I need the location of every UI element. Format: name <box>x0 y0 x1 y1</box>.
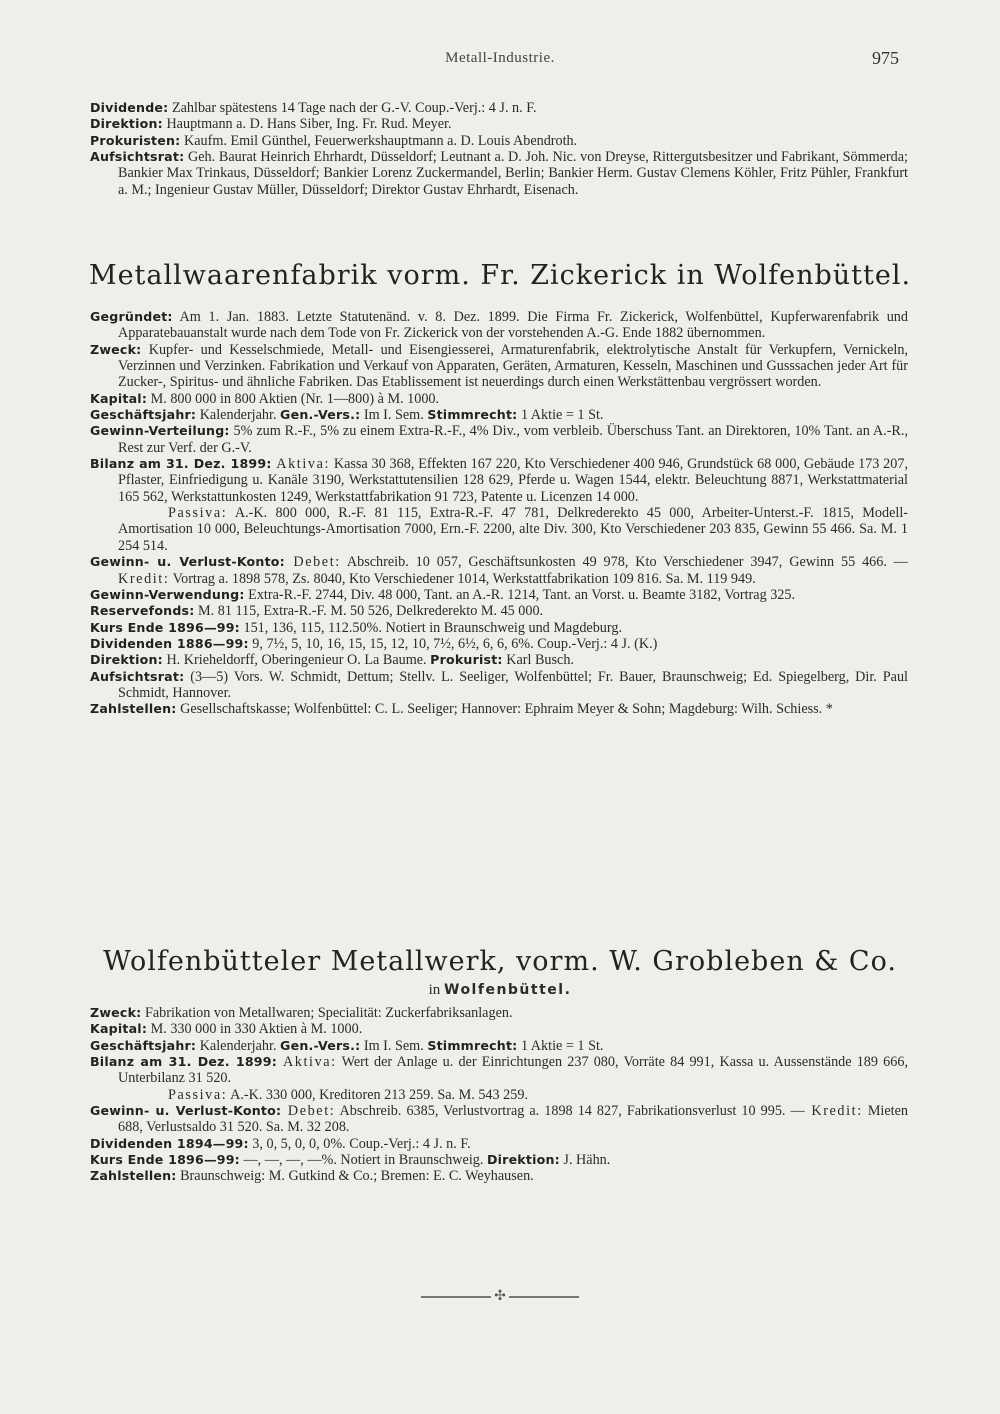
value: Geh. Baurat Heinrich Ehrhardt, Düsseldorf; Leutnant a. D. Joh. Nic. von Dreyse, Rittergutsbesitzer und Fabrikant, Sömmerda; Bankier Max Trinkaus, Düsseldorf; Bankier Lorenz Zuckermandel, Berlin; Bankier Herm. Gustav Clemens Köhler, Fritz Pühler, Frankfurt a. M.; Ingenieur Gustav Müller, Düsseldorf; Direktor Gustav Ehrhardt, Eisenach. <box>118 149 908 198</box>
label: Prokuristen: <box>90 132 181 148</box>
value: —, —, —, —%. Notiert in Braunschweig. <box>239 1152 487 1169</box>
aktiva: Kassa 30 368, Effekten 167 220, Kto Verschiedener 400 946, Grundstück 68 000, Gebäude 173 207, Pflaster, Einfriedigung u. Kanäle 3190, Werkstattutensilien 128 629, Pferde u. Wagen 1544, elektr. Beleuchtung 8871, Werkstattmaterial 165 562, Werkstattunkosten 1249, Werkstattfabrikation 91 723, Patente u. Licenzen 14 000. <box>118 456 908 505</box>
value: M. 81 115, Extra-R.-F. M. 50 526, Delkrederekto M. 45 000. <box>194 603 544 620</box>
prev-entry <box>90 100 908 198</box>
reservefonds <box>90 603 908 619</box>
label: Gewinn-Verwendung: <box>90 586 245 602</box>
label: Dividenden 1886—99: <box>90 635 249 651</box>
aktiva-label: Aktiva: <box>271 456 331 473</box>
subtitle-place: Wolfenbüttel. <box>444 982 572 998</box>
value: Kaufm. Emil Günthel, Feuerwerkshauptmann a. D. Louis Abendroth. <box>180 132 578 149</box>
debet-label: Debet: <box>281 1103 336 1120</box>
prev-prokuristen <box>90 133 908 149</box>
geschaeftsjahr <box>90 1038 908 1054</box>
aktiva: Wert der Anlage u. der Einrichtungen 237 080, Vorräte 84 991, Kassa u. Aussenstände 189 666, Unterbilanz 31 520. <box>118 1054 908 1087</box>
entry2-subtitle <box>0 982 1000 999</box>
entry2-title: Wolfenbütteler Metallwerk, vorm. W. Grobleben & Co. <box>103 946 897 977</box>
entry1-body <box>90 309 908 718</box>
label: Kapital: <box>90 1021 148 1037</box>
label-prokurist: Prokurist: <box>430 652 503 668</box>
bilanz <box>90 1054 908 1103</box>
value: Im I. Sem. <box>360 1037 428 1054</box>
debet: Abschreib. 10 057, Geschäftsunkosten 49 978, Kto Verschiedener 3947, Gewinn 55 466. — <box>340 554 908 571</box>
label: Kurs Ende 1896—99: <box>90 619 240 635</box>
value: Karl Busch. <box>502 652 574 669</box>
label: Zahlstellen: <box>90 1168 177 1184</box>
label-stimmrecht: Stimmrecht: <box>427 407 518 423</box>
label-stimmrecht: Stimmrecht: <box>427 1037 518 1053</box>
page-number: 975 <box>872 48 899 68</box>
section-ornament <box>0 1288 1000 1305</box>
zweck <box>90 1005 908 1021</box>
value: 3, 0, 5, 0, 0, 0%. Coup.-Verj.: 4 J. n. F. <box>248 1135 471 1152</box>
label: Zahlstellen: <box>90 701 177 717</box>
value: J. Hähn. <box>559 1152 611 1169</box>
passiva-label: Passiva: <box>168 505 228 522</box>
label: Dividenden 1894—99: <box>90 1135 249 1151</box>
label-gen-vers: Gen.-Vers.: <box>280 407 361 423</box>
running-title: Metall-Industrie. <box>445 50 555 66</box>
bilanz <box>90 456 908 554</box>
value: 151, 136, 115, 112.50%. Notiert in Braunschweig und Magdeburg. <box>239 619 623 636</box>
label: Bilanz am 31. Dez. 1899: <box>90 1054 277 1070</box>
passiva: A.-K. 330 000, Kreditoren 213 259. Sa. M. 543 259. <box>227 1086 528 1103</box>
ornament-rule-right <box>509 1296 579 1298</box>
label: Kapital: <box>90 390 148 406</box>
aufsichtsrat <box>90 669 908 702</box>
direktion <box>90 652 908 668</box>
subtitle-prefix: in <box>428 982 441 998</box>
kurs <box>90 1152 908 1168</box>
value: Fabrikation von Metallwaren; Specialität: Zuckerfabriksanlagen. <box>141 1005 513 1021</box>
label: Geschäftsjahr: <box>90 1037 197 1053</box>
passiva-label: Passiva: <box>168 1086 228 1103</box>
zweck <box>90 342 908 391</box>
label: Gewinn-Verteilung: <box>90 423 230 439</box>
entry1-title: Metallwaarenfabrik vorm. Fr. Zickerick in Wolfenbüttel. <box>88 260 912 291</box>
value: 5% zum R.-F., 5% zu einem Extra-R.-F., 4% Div., vom verbleib. Überschuss Tant. an Direktoren, 10% Tant. an A.-R., Rest zur Verf. der G.-V. <box>118 423 908 456</box>
value: M. 330 000 in 330 Aktien à M. 1000. <box>147 1021 363 1038</box>
value: Kalenderjahr. <box>196 1037 281 1054</box>
dividenden <box>90 636 908 652</box>
value: Braunschweig: M. Gutkind & Co.; Bremen: E. C. Weyhausen. <box>176 1168 534 1185</box>
label: Bilanz am 31. Dez. 1899: <box>90 456 272 472</box>
dividenden <box>90 1136 908 1152</box>
kredit: Vortrag a. 1898 578, Zs. 8040, Kto Verschiedener 1014, Werkstattfabrikation 109 816. Sa. M. 119 949. <box>169 570 756 587</box>
kredit-label: Kredit: <box>804 1103 863 1120</box>
value: H. Krieheldorff, Oberingenieur O. La Baume. <box>162 652 431 669</box>
label: Gewinn- u. Verlust-Konto: <box>90 1103 282 1119</box>
kredit-label: Kredit: <box>118 570 170 587</box>
prev-direktion <box>90 116 908 132</box>
value: 1 Aktie = 1 St. <box>517 407 604 424</box>
gewinn-verteilung <box>90 423 908 456</box>
value: M. 800 000 in 800 Aktien (Nr. 1—800) à M. 1000. <box>147 390 440 407</box>
label: Direktion: <box>90 116 163 132</box>
kapital <box>90 391 908 407</box>
ornament-icon: ✣ <box>494 1289 506 1304</box>
aktiva-label: Aktiva: <box>276 1054 337 1071</box>
value: Im I. Sem. <box>360 407 428 424</box>
value: (3—5) Vors. W. Schmidt, Dettum; Stellv. L. Seeliger, Wolfenbüttel; Fr. Bauer, Braunschweig; Ed. Spiegelberg, Dir. Paul Schmidt, Hannover. <box>118 668 908 701</box>
value: Kupfer- und Kesselschmiede, Metall- und Eisengiesserei, Armaturenfabrik, elektrolytische Anstalt für Verkupfern, Vernickeln, Verzinnen und Verzinken. Fabrikation und Verkauf von Apparaten, Geräten, Armaturen, Kesseln, Maschinen und Gusssachen jeder Art für Zucker-, Spiritus- und ähnliche Fabriken. Das Etablissement ist neuerdings durch einen Werkstättenbau vergrössert worden. <box>118 341 908 391</box>
zahlstellen <box>90 1168 908 1184</box>
label: Reservefonds: <box>90 603 195 619</box>
value: Kalenderjahr. <box>196 407 281 424</box>
label-direktion: Direktion: <box>486 1152 560 1168</box>
debet-label: Debet: <box>284 554 341 571</box>
debet: Abschreib. 6385, Verlustvortrag a. 1898 14 827, Fabrikationsverlust 10 995. — <box>335 1103 805 1120</box>
kredit: Mieten 688, Verlustsaldo 31 520. Sa. M. 32 208. <box>118 1103 908 1136</box>
ornament-rule-left <box>421 1296 491 1298</box>
label: Zweck: <box>90 341 142 357</box>
value: Gesellschaftskasse; Wolfenbüttel: C. L. Seeliger; Hannover: Ephraim Meyer & Sohn; Magdeburg: Wilh. Schiess. * <box>176 701 833 718</box>
gewinn-konto <box>90 1103 908 1136</box>
label: Direktion: <box>90 652 163 668</box>
kurs <box>90 620 908 636</box>
kapital <box>90 1021 908 1037</box>
label: Aufsichtsrat: <box>90 149 185 165</box>
zahlstellen <box>90 701 908 717</box>
value: Extra-R.-F. 2744, Div. 48 000, Tant. an A.-R. 1214, Tant. an Vorst. u. Beamte 3182, Vortrag 325. <box>244 586 796 603</box>
value: Am 1. Jan. 1883. Letzte Statutenänd. v. 8. Dez. 1899. Die Firma Fr. Zickerick, Wolfenbüttel, Kupferwarenfabrik und Apparatebauanstalt wurde nach dem Tode von Fr. Zickerick von der vorstehenden A.-G. Ende 1882 übernommen. <box>118 309 908 342</box>
entry2-body <box>90 1005 908 1185</box>
label: Kurs Ende 1896—99: <box>90 1152 240 1168</box>
geschaeftsjahr <box>90 407 908 423</box>
value: 1 Aktie = 1 St. <box>517 1037 604 1054</box>
value: 9, 7½, 5, 10, 16, 15, 15, 12, 10, 7½, 6½, 6, 6, 6%. Coup.-Verj.: 4 J. (K.) <box>248 635 658 652</box>
label: Zweck: <box>90 1005 142 1020</box>
gewinn-konto <box>90 554 908 587</box>
prev-aufsichtsrat <box>90 149 908 198</box>
label: Gegründet: <box>90 309 173 324</box>
label: Aufsichtsrat: <box>90 668 185 684</box>
passiva: A.-K. 800 000, R.-F. 81 115, Extra-R.-F. 47 781, Delkrederekto 45 000, Arbeiter-Unterst.-F. 1815, Modell-Amortisation 10 000, Beleuchtungs-Amortisation 7000, Ern.-F. 2200, alte Div. 300, Kto Verschiedener 203 835, Gewinn 55 466. Sa. M. 1 254 514. <box>118 505 908 554</box>
value: Zahlbar spätestens 14 Tage nach der G.-V. Coup.-Verj.: 4 J. n. F. <box>168 100 537 116</box>
label-gen-vers: Gen.-Vers.: <box>280 1037 361 1053</box>
label: Dividende: <box>90 100 169 115</box>
prev-dividende <box>90 100 908 116</box>
gegruendet <box>90 309 908 342</box>
label: Gewinn- u. Verlust-Konto: <box>90 554 285 570</box>
value: Hauptmann a. D. Hans Siber, Ing. Fr. Rud. Meyer. <box>162 116 452 133</box>
label: Geschäftsjahr: <box>90 407 197 423</box>
gewinn-verwendung <box>90 587 908 603</box>
